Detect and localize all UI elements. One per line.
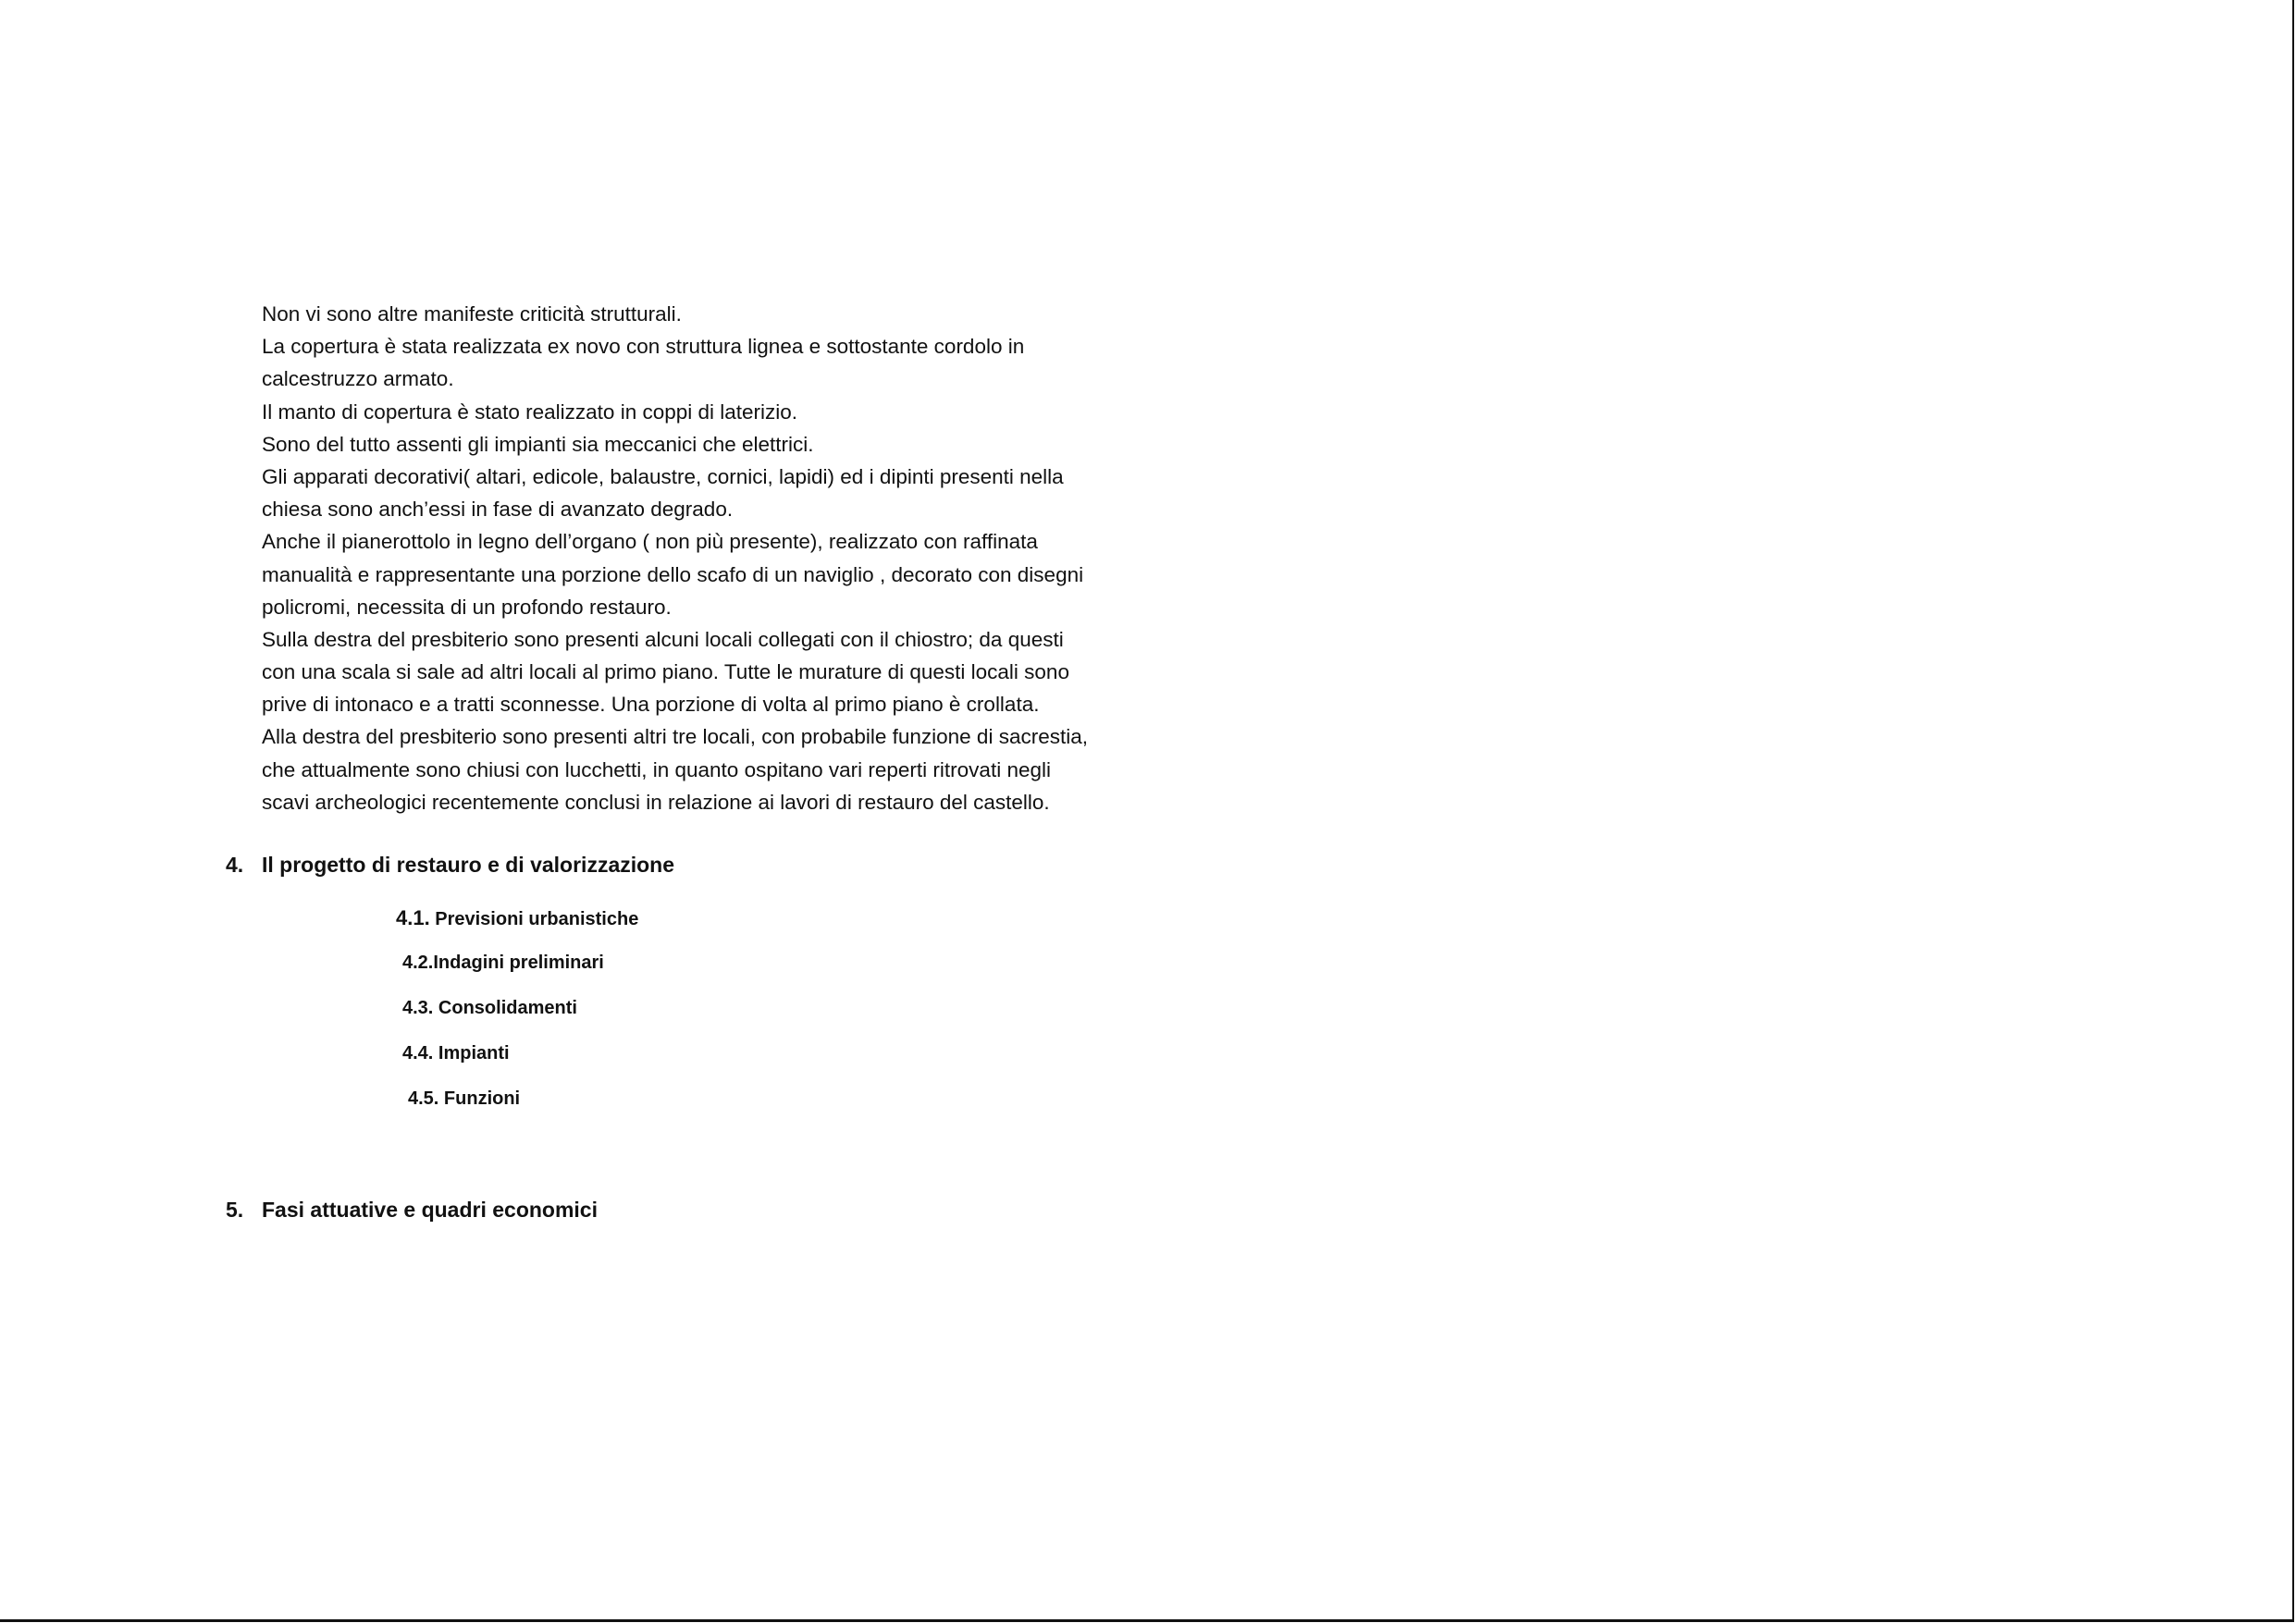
- subsection-number: 4.4.: [402, 1043, 434, 1064]
- text-line: Non vi sono altre manifeste criticità strutturali.: [262, 302, 682, 326]
- text-line: Sulla destra del presbiterio sono presenti alcuni locali collegati con il chiostro; da questi: [262, 627, 1064, 651]
- subsection-number: 4.5.: [408, 1088, 439, 1109]
- text-line: Gli apparati decorativi( altari, edicole, balaustre, cornici, lapidi) ed i dipinti presenti nella: [262, 464, 1064, 488]
- subsection-title: Impianti: [433, 1043, 510, 1064]
- subsection-title: Indagini preliminari: [433, 953, 604, 973]
- section-5-number: 5.: [226, 1198, 244, 1222]
- subsection-4-3: [402, 998, 577, 1019]
- text-line: policromi, necessita di un profondo restauro.: [262, 595, 672, 619]
- section-5-title: Fasi attuative e quadri economici: [262, 1198, 598, 1222]
- subsection-4-1: [396, 906, 638, 930]
- subsection-title: Previsioni urbanistiche: [429, 909, 639, 929]
- text-line: con una scala si sale ad altri locali al primo piano. Tutte le murature di questi locali sono: [262, 660, 1069, 684]
- text-line: Il manto di copertura è stato realizzato in coppi di laterizio.: [262, 400, 798, 424]
- text-line: Alla destra del presbiterio sono presenti altri tre locali, con probabile funzione di sacrestia,: [262, 725, 1088, 749]
- subsection-4-4: [402, 1043, 510, 1064]
- subsection-4-2: [402, 953, 604, 974]
- subsection-number: 4.1.: [396, 906, 430, 929]
- subsection-number: 4.3.: [402, 998, 434, 1018]
- subsection-title: Funzioni: [438, 1088, 521, 1109]
- text-line: La copertura è stata realizzata ex novo con struttura lignea e sottostante cordolo in: [262, 335, 1025, 359]
- text-line: chiesa sono anch’essi in fase di avanzato degrado.: [262, 498, 734, 522]
- text-line: manualità e rappresentante una porzione dello scafo di un naviglio , decorato con disegni: [262, 562, 1084, 586]
- section-5-heading: [226, 1198, 598, 1223]
- section-4-title: Il progetto di restauro e di valorizzazione: [262, 853, 675, 877]
- text-line: scavi archeologici recentemente conclusi in relazione ai lavori di restauro del castello.: [262, 790, 1050, 814]
- subsection-number: 4.2.: [402, 953, 434, 973]
- subsection-title: Consolidamenti: [433, 998, 577, 1018]
- text-line: che attualmente sono chiusi con lucchetti, in quanto ospitano vari reperti ritrovati negli: [262, 757, 1051, 781]
- section-4-number: 4.: [226, 853, 244, 877]
- subsection-4-5: [408, 1088, 520, 1110]
- body-paragraph: [262, 298, 1150, 818]
- text-line: calcestruzzo armato.: [262, 367, 454, 391]
- text-line: Sono del tutto assenti gli impianti sia meccanici che elettrici.: [262, 432, 814, 456]
- text-line: Anche il pianerottolo in legno dell’organo ( non più presente), realizzato con raffinata: [262, 530, 1038, 554]
- section-4-heading: [226, 853, 674, 878]
- text-line: prive di intonaco e a tratti sconnesse. Una porzione di volta al primo piano è crollata.: [262, 693, 1040, 717]
